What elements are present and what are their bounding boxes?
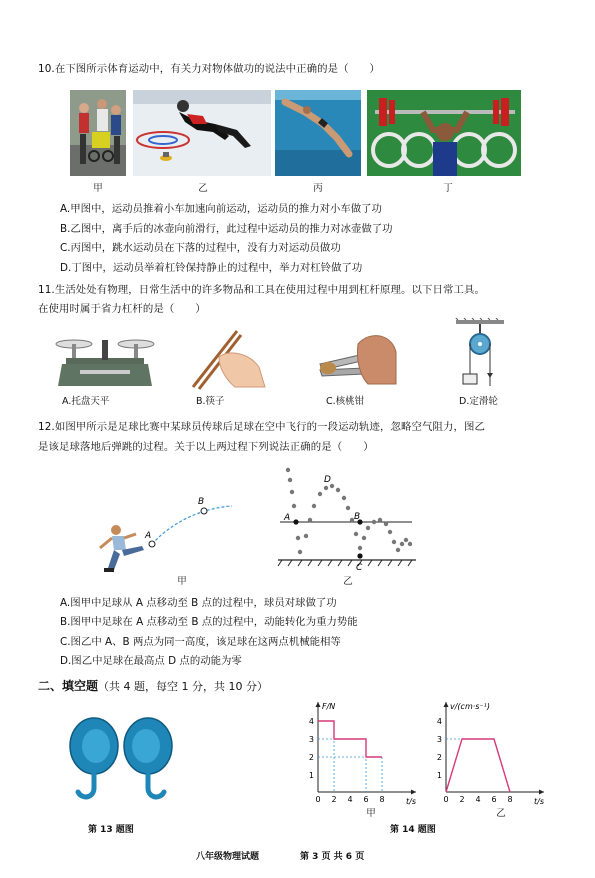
q10-caption-jia: 甲: [93, 183, 103, 194]
graph-v-xtick-8: 8: [507, 795, 513, 804]
graph-f-ytick-1: 1: [308, 771, 314, 780]
graph-f-xtick-4: 4: [347, 795, 353, 804]
q12-stem-line2: 是该足球落地后弹跳的过程。关于以上两过程下列说法正确的是（ ）: [38, 441, 374, 453]
graph-f-xlabel: t/s: [406, 797, 416, 806]
photo-bing-diving: [275, 90, 361, 176]
q13-caption: 第 13 题图: [88, 825, 134, 835]
balance-illustration: [52, 330, 158, 393]
fig-yi-label-c: C: [356, 563, 363, 572]
q14-graph-v-label: 乙: [496, 808, 506, 819]
fig-yi-label-d: D: [324, 475, 331, 485]
footer-page: 第 3 页 共 6 页: [300, 852, 365, 862]
section-note: （共 4 题，每空 1 分，共 10 分）: [98, 680, 268, 693]
graph-v-ytick-4: 4: [436, 717, 442, 726]
graph-v-ytick-3: 3: [436, 735, 442, 744]
q14-graph-f-label: 甲: [366, 808, 376, 819]
q14-caption: 第 14 题图: [390, 825, 436, 835]
q10-stem: 10.在下图所示体育运动中，有关力对物体做功的说法中正确的是（ ）: [38, 63, 381, 75]
graph-f-xtick-8: 8: [379, 795, 385, 804]
q11-stem-line1: 11.生活处处有物理，日常生活中的许多物品和工具在使用过程中用到杠杆原理。以下日常工具。: [38, 284, 485, 296]
q12-stem-line1: 12.如图甲所示是足球比赛中某球员传球后足球在空中飞行的一段运动轨迹，忽略空气阻力，图乙: [38, 421, 485, 433]
graph-f-xtick-0: 0: [315, 795, 321, 804]
q12-option-a: A.图甲中足球从 A 点移动至 B 点的过程中，球员对球做了功: [60, 597, 337, 609]
q10-option-c: C.丙图中，跳水运动员在下落的过程中，没有力对运动员做功: [60, 242, 341, 254]
q12-option-d: D.图乙中足球在最高点 D 点的动能为零: [60, 655, 242, 667]
graph-f-ytick-4: 4: [308, 717, 314, 726]
q11-option-b: B.筷子: [196, 396, 225, 407]
fig-yi-label-b: B: [354, 512, 361, 522]
pulley-illustration: [452, 318, 508, 393]
graph-f-xtick-2: 2: [331, 795, 337, 804]
q11-option-c: C.核桃钳: [326, 396, 365, 407]
q10-caption-ding: 丁: [443, 183, 453, 194]
graph-v-ytick-2: 2: [436, 753, 442, 762]
suction-hooks-illustration: [66, 712, 176, 811]
q10-option-a: A.甲图中，运动员推着小车加速向前运动，运动员的推力对小车做了功: [60, 203, 382, 215]
q10-caption-yi: 乙: [198, 183, 208, 194]
photo-ding-weightlifting: [367, 90, 521, 176]
q12-option-b: B.图甲中足球在 A 点移动至 B 点的过程中，动能转化为重力势能: [60, 616, 358, 628]
graph-f-ylabel: F/N: [322, 702, 336, 711]
graph-v-xtick-6: 6: [491, 795, 497, 804]
q14-graph-f: [296, 698, 422, 813]
footer-title: 八年级物理试题: [196, 852, 260, 862]
q10-option-d: D.丁图中，运动员举着杠铃保持静止的过程中，举力对杠铃做了功: [60, 262, 363, 274]
graph-f-ytick-2: 2: [308, 753, 314, 762]
graph-v-xtick-0: 0: [443, 795, 449, 804]
fig-jia-label-b: B: [198, 497, 205, 507]
q14-graph-v: [424, 698, 550, 813]
photo-jia-stroller: [70, 90, 126, 176]
q11-stem-line2: 在使用时属于省力杠杆的是（ ）: [38, 303, 206, 315]
graph-v-xtick-2: 2: [459, 795, 465, 804]
nutcracker-illustration: [314, 324, 398, 395]
q11-option-a: A.托盘天平: [62, 396, 110, 407]
photo-yi-curling: [133, 90, 271, 176]
q10-option-b: B.乙图中，离手后的冰壶向前滑行，此过程中运动员的推力对冰壶做了功: [60, 223, 393, 235]
fig-yi-label-a: A: [284, 513, 291, 523]
graph-v-xtick-4: 4: [475, 795, 481, 804]
q12-figure-yi: [272, 462, 422, 575]
q12-caption-yi: 乙: [343, 576, 353, 587]
graph-f-ytick-3: 3: [308, 735, 314, 744]
q10-caption-bing: 丙: [313, 183, 323, 194]
fig-jia-label-a: A: [145, 531, 152, 541]
q11-option-d: D.定滑轮: [459, 396, 498, 407]
chopsticks-illustration: [189, 327, 269, 394]
section-heading: [38, 677, 268, 694]
graph-v-ylabel: v/(cm·s⁻¹): [450, 702, 491, 711]
q12-caption-jia: 甲: [177, 576, 187, 587]
section-title: 二、填空题: [38, 679, 99, 693]
q12-option-c: C.图乙中 A、B 两点为同一高度，该足球在这两点机械能相等: [60, 636, 341, 648]
graph-f-xtick-6: 6: [363, 795, 369, 804]
graph-v-xlabel: t/s: [534, 797, 544, 806]
graph-v-ytick-1: 1: [436, 771, 442, 780]
q12-figure-jia: [92, 488, 242, 583]
